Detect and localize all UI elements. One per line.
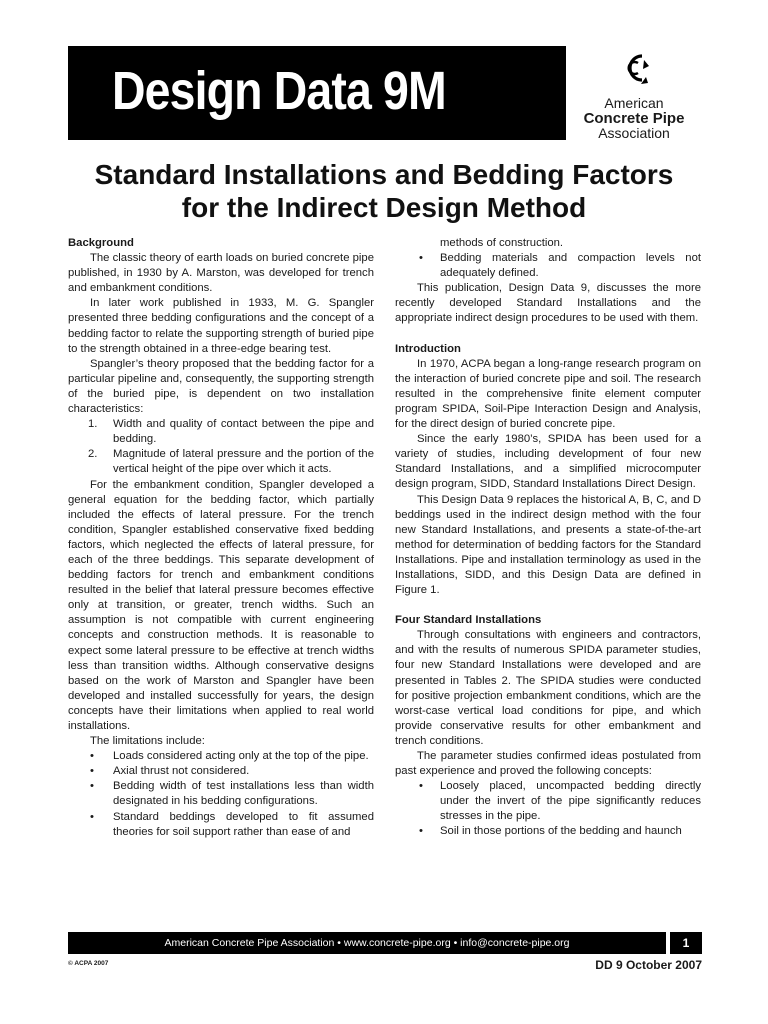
paragraph: The limitations include: [90, 735, 205, 748]
bullet-item [68, 779, 374, 809]
paragraph: Through consultations with engineers and contractors, and with the results of numerous SPIDA parameter studies, four new Standard Installations were developed and are presented in Tables 2. The SPIDA studies were conducted for positive projection embankment conditions, which are the worst-case vertical load conditions for pipe, and which provide conservative results for other embankment and trench conditions. [395, 629, 701, 747]
bullet-item [395, 779, 701, 824]
heading-introduction: Introduction [395, 342, 461, 355]
bullet-item [68, 810, 374, 840]
logo-line-2: Concrete Pipe [583, 110, 685, 127]
bullet-item [68, 764, 374, 779]
item-text: Loads considered acting only at the top of the pipe. [113, 750, 369, 763]
paragraph: In 1970, ACPA began a long-range research program on the interaction of buried concrete pipe and soil. The research resulted in the comprehensive finite element computer program SPIDA, Soil-Pipe Interaction Design and Analysis, for the direct design of buried concrete pipe. [395, 357, 701, 431]
item-text: Bedding width of test installations less than width designated in his bedding configurations. [113, 780, 374, 808]
logo-line-3: Association [598, 125, 670, 141]
item-text: Magnitude of lateral pressure and the portion of the vertical height of the pipe over which it acts. [113, 448, 374, 476]
header-title: Design Data 9M [112, 61, 446, 121]
title-line-2: for the Indirect Design Method [181, 192, 587, 223]
item-text: Axial thrust not considered. [113, 765, 250, 778]
left-column [68, 236, 374, 840]
continued-text: methods of construction. [440, 237, 564, 249]
item-text: Width and quality of contact between the pipe and bedding. [113, 418, 374, 446]
footer-bar: American Concrete Pipe Association • www.concrete-pipe.org • info@concrete-pipe.org [68, 932, 666, 954]
heading-four-standard-installations: Four Standard Installations [395, 614, 542, 627]
logo-line-1: American [604, 95, 664, 111]
paragraph: Spangler’s theory proposed that the bedding factor for a particular pipeline and, consequently, the supporting strength of the buried pipe, is dependent on two installation characteristics: [68, 357, 374, 416]
bullet-icon: • [90, 750, 94, 763]
paragraph: Since the early 1980’s, SPIDA has been used for a variety of studies, including development of four new Standard Installations, and a simplified microcomputer design program, SIDD, Standard Installations Direct Design. [395, 433, 701, 491]
bullet-icon: • [90, 780, 94, 793]
heading-background: Background [68, 237, 134, 249]
bullet-icon: • [90, 810, 94, 823]
paragraph: This publication, Design Data 9, discusses the more recently developed Standard Installations and the appropriate indirect design procedures to be used with them. [395, 282, 701, 325]
item-text: Bedding materials and compaction levels not adequately defined. [440, 252, 701, 280]
document-date: DD 9 October 2007 [595, 958, 702, 972]
item-text: Soil in those portions of the bedding and haunch [440, 825, 682, 838]
item-number: 2. [88, 448, 98, 461]
paragraph: The parameter studies confirmed ideas postulated from past experience and proved the following concepts: [395, 750, 701, 778]
title-line-1: Standard Installations and Bedding Factors [94, 159, 674, 190]
bullet-icon: • [90, 765, 94, 778]
numbered-item [68, 447, 374, 477]
acpa-logo [566, 46, 702, 140]
page-number: 1 [670, 932, 702, 954]
paragraph: In later work published in 1933, M. G. Spangler presented three bedding configurations and the concept of a bedding factor to relate the supporting strength of buried pipe to the strength obtained in a three-edge bearing test. [68, 297, 374, 355]
right-column [395, 236, 701, 840]
header-bar [68, 46, 566, 140]
copyright: © ACPA 2007 [68, 960, 109, 967]
bullet-item [68, 749, 374, 764]
acpa-logo-icon [618, 50, 652, 90]
item-text: Loosely placed, uncompacted bedding directly under the invert of the pipe significantly reduces stresses in the pipe. [440, 780, 701, 823]
item-number: 1. [88, 418, 98, 431]
paragraph: The classic theory of earth loads on buried concrete pipe published, in 1930 by A. Marston, was developed for trench and embankment conditions. [68, 252, 374, 295]
paragraph: This Design Data 9 replaces the historical A, B, C, and D beddings used in the indirect design method with the four new Standard Installations, and presents a state-of-the-art method for determination of bedding factors for the Standard Installations. Pipe and installation terminology as used in the Installations, SIDD, and this Design Data are defined in Figure 1. [395, 493, 701, 597]
numbered-item [68, 417, 374, 447]
bullet-icon: • [419, 825, 423, 838]
bullet-icon: • [419, 252, 423, 265]
document-title [30, 158, 738, 224]
paragraph: For the embankment condition, Spangler developed a general equation for the bedding factor, which partially included the effects of lateral pressure. For the trench condition, Spangler established conservative fixed bedding factors, which neglected the effects of lateral pressure, for each of the three beddings. This separate development of bedding factors for trench and embankment conditions resulted in the belief that lateral pressure becomes effective only at transition, or greater, trench widths. Such an assumption is not compatible with current engineering concepts and construction methods. It is reasonable to expect some lateral pressure to be effective at trench widths less than transition widths. Although conservative designs based on the work of Marston and Spangler have been developed and installed successfully for years, the design concepts have their limitations when applied to real world installations. [68, 478, 374, 732]
bullet-icon: • [419, 780, 423, 793]
item-text: Standard beddings developed to fit assumed theories for soil support rather than ease of and [113, 810, 374, 838]
bullet-item [395, 251, 701, 281]
bullet-item [395, 824, 701, 839]
